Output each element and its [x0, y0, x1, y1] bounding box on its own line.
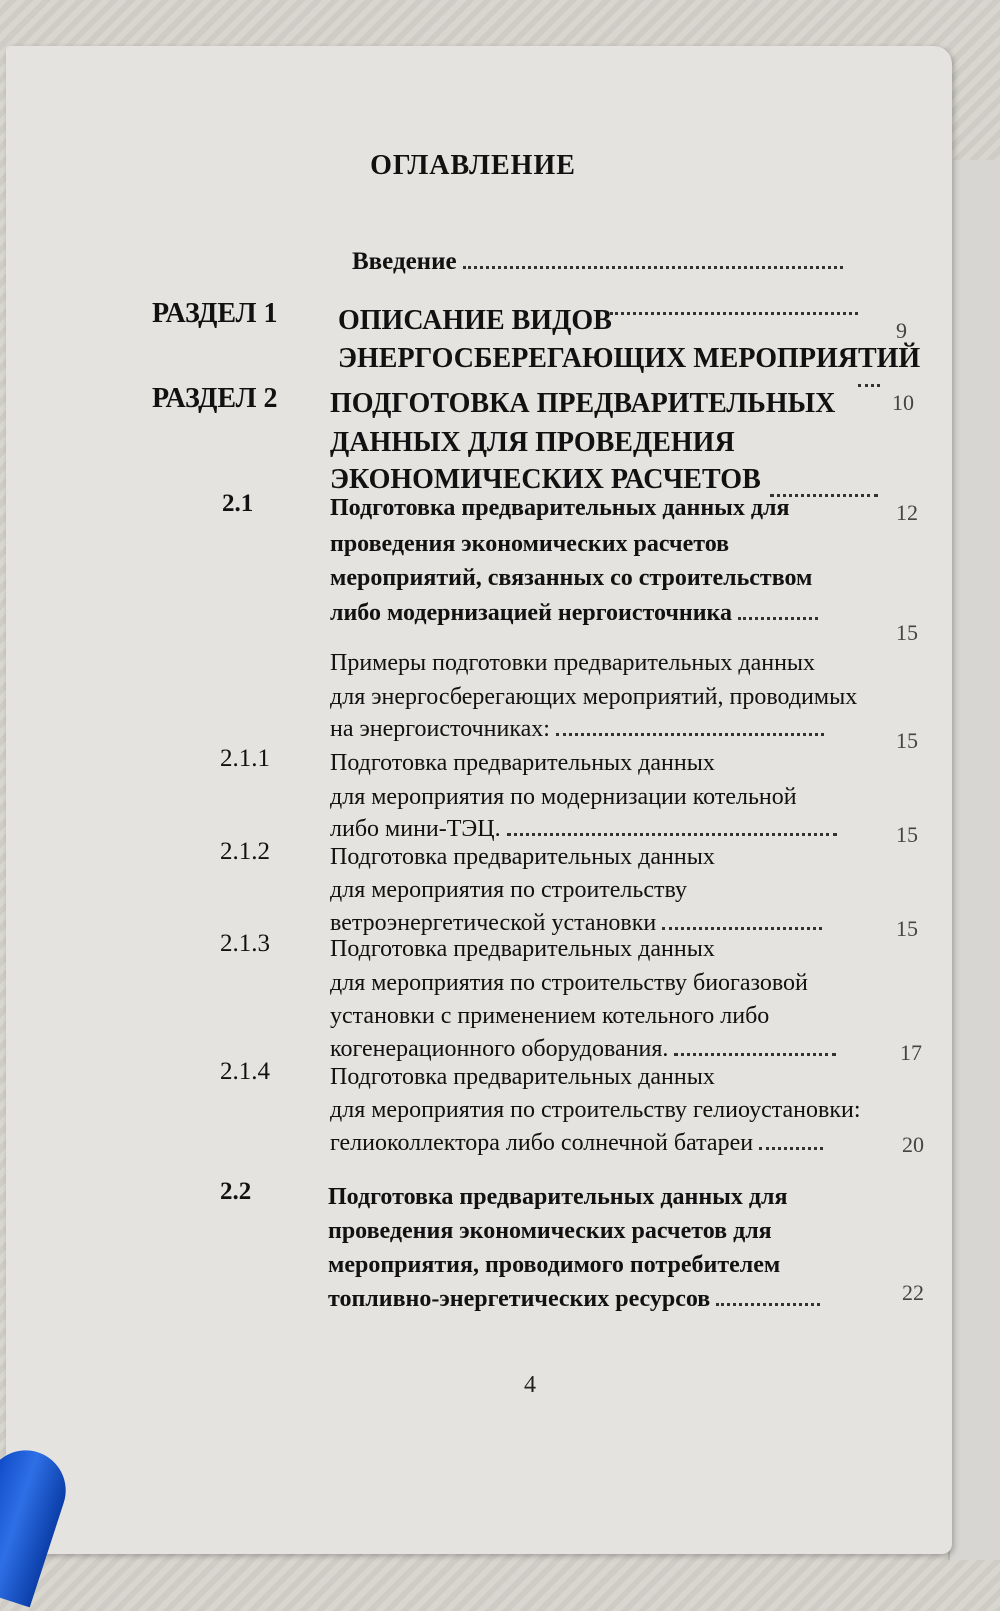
page-title: ОГЛАВЛЕНИЕ: [370, 150, 576, 181]
toc-leader-dots: [610, 308, 858, 315]
toc-leader-dots: [662, 923, 822, 930]
entry-2-1-page: 15: [896, 620, 918, 645]
entry-2-1-2-page: 15: [896, 916, 918, 941]
page-number: 4: [524, 1372, 536, 1398]
entry-2-1-4-number: 2.1.4: [220, 1058, 270, 1085]
entry-2-1-2-number: 2.1.2: [220, 838, 270, 865]
entry-2-1-2-line-2: для мероприятия по строительству: [330, 877, 687, 903]
toc-intro-label: Введение: [352, 248, 457, 275]
entry-2-2-line-4: топливно-энергетических ресурсов: [328, 1286, 820, 1313]
section-2-number: РАЗДЕЛ 2: [152, 383, 278, 414]
toc-leader-dots: [738, 613, 818, 620]
entry-2-2-line-2: проведения экономических расчетов для: [328, 1218, 772, 1244]
toc-intro: [352, 248, 843, 276]
toc-leader-dots: [858, 380, 880, 387]
section-1-line-1: ОПИСАНИЕ ВИДОВ: [338, 305, 612, 336]
entry-2-1-3-line-3: установки с применением котельного либо: [330, 1003, 770, 1029]
section-1-number: РАЗДЕЛ 1: [152, 298, 278, 329]
section-1-line-2: ЭНЕРГОСБЕРЕГАЮЩИХ МЕРОПРИЯТИЙ: [338, 343, 921, 374]
examples-line-2: для энергосберегающих мероприятий, проводимых: [330, 684, 858, 710]
entry-2-2-number: 2.2: [220, 1178, 252, 1205]
examples-page: 15: [896, 728, 918, 753]
entry-2-1-2-line-3: ветроэнергетической установки: [330, 910, 822, 937]
entry-2-1-3-number: 2.1.3: [220, 930, 270, 957]
entry-2-1-number: 2.1: [222, 490, 254, 517]
entry-2-1-1-number: 2.1.1: [220, 745, 270, 772]
entry-2-1-3-page: 17: [900, 1040, 922, 1065]
entry-2-2-page: 22: [902, 1280, 924, 1305]
entry-2-1-line-4: либо модернизацией нергоисточника: [330, 600, 818, 627]
entry-2-1-4-line-2: для мероприятия по строительству гелиоустановки:: [330, 1097, 861, 1123]
examples-line-1: Примеры подготовки предварительных данных: [330, 650, 816, 676]
section-1-page: 9: [896, 318, 907, 343]
toc-leader-dots: [463, 262, 843, 269]
entry-2-1-1-page: 15: [896, 822, 918, 847]
entry-2-1-3-line-4: когенерационного оборудования.: [330, 1036, 836, 1063]
toc-leader-dots: [674, 1049, 836, 1056]
entry-2-1-line-1: Подготовка предварительных данных для: [330, 495, 790, 521]
entry-2-1-3-line-1: Подготовка предварительных данных: [330, 936, 715, 962]
section-1-page-2: 10: [892, 390, 914, 415]
entry-2-2-line-3: мероприятия, проводимого потребителем: [328, 1252, 781, 1278]
toc-leader-dots: [507, 829, 837, 836]
section-2-page: 12: [896, 500, 918, 525]
entry-2-1-1-line-2: для мероприятия по модернизации котельной: [330, 784, 797, 810]
section-2-line-1: ПОДГОТОВКА ПРЕДВАРИТЕЛЬНЫХ: [330, 388, 836, 419]
entry-2-1-4-line-1: Подготовка предварительных данных: [330, 1064, 715, 1090]
toc-leader-dots: [759, 1143, 823, 1150]
examples-line-3: на энергоисточниках:: [330, 716, 824, 743]
entry-2-1-2-line-1: Подготовка предварительных данных: [330, 844, 715, 870]
entry-2-1-1-line-3: либо мини-ТЭЦ.: [330, 816, 837, 843]
entry-2-1-line-2: проведения экономических расчетов: [330, 531, 730, 557]
toc-leader-dots: [556, 729, 824, 736]
next-page-edge: [948, 160, 1000, 1560]
toc-leader-dots: [716, 1299, 820, 1306]
entry-2-1-line-3: мероприятий, связанных со строительством: [330, 565, 813, 591]
entry-2-2-line-1: Подготовка предварительных данных для: [328, 1184, 788, 1210]
entry-2-1-4-line-3: гелиоколлектора либо солнечной батареи: [330, 1130, 823, 1157]
entry-2-1-3-line-2: для мероприятия по строительству биогазовой: [330, 970, 808, 996]
section-2-line-2: ДАННЫХ ДЛЯ ПРОВЕДЕНИЯ: [330, 427, 735, 458]
section-2-line-3: ЭКОНОМИЧЕСКИХ РАСЧЕТОВ: [330, 464, 761, 495]
entry-2-1-1-line-1: Подготовка предварительных данных: [330, 750, 715, 776]
entry-2-1-4-page: 20: [902, 1132, 924, 1157]
